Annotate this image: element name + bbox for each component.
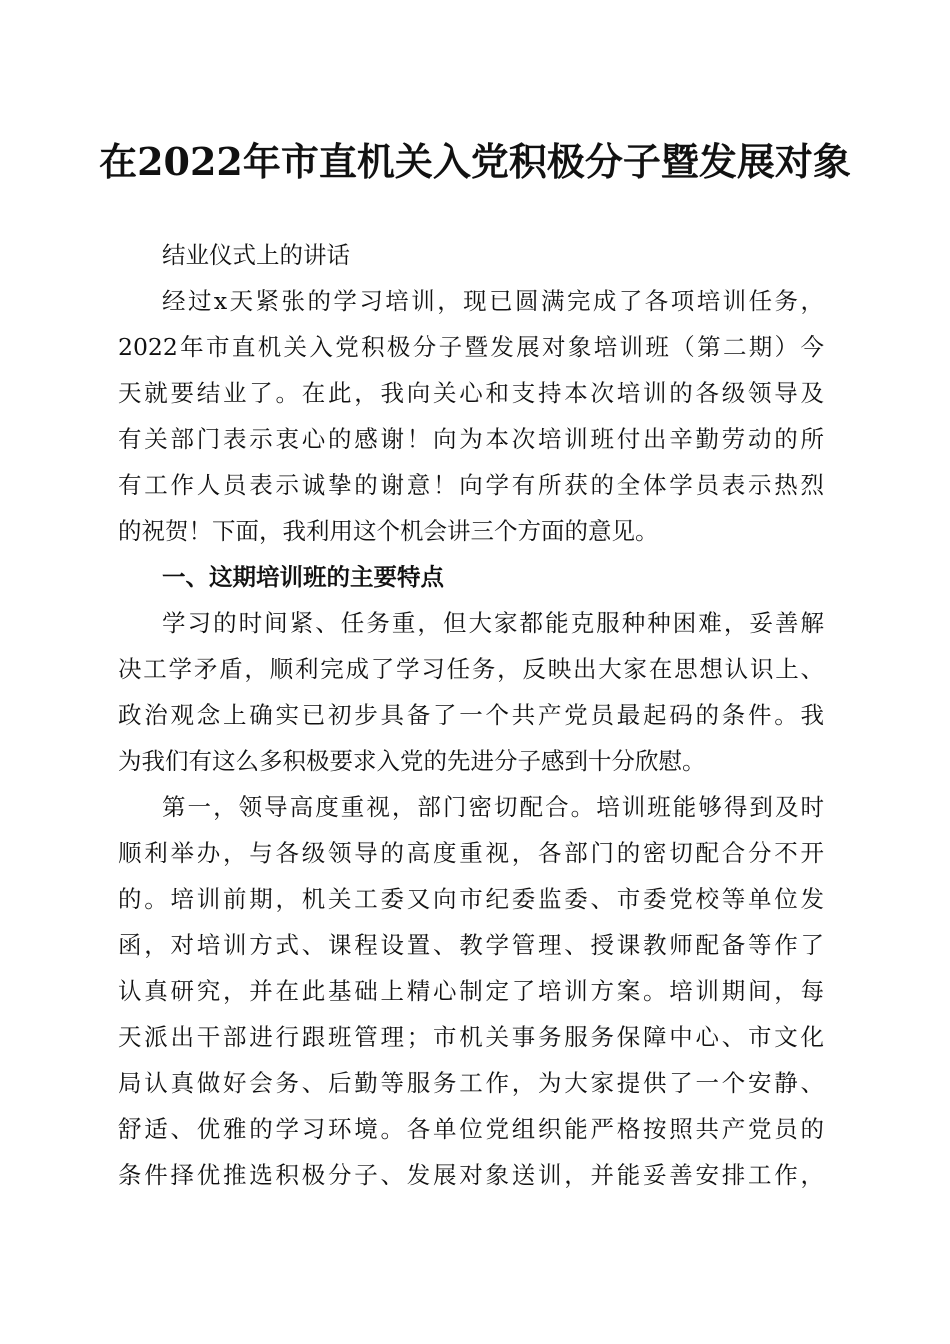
paragraph-line: 认真研究，并在此基础上精心制定了培训方案。培训期间，每 bbox=[118, 977, 824, 1005]
document-body bbox=[118, 232, 824, 1198]
paragraph-line: 的祝贺！下面，我利用这个机会讲三个方面的意见。 bbox=[118, 517, 659, 545]
document-title: 在2022年市直机关入党积极分子暨发展对象 bbox=[99, 139, 851, 184]
paragraph-line: 经过x天紧张的学习培训，现已圆满完成了各项培训任务， bbox=[162, 287, 824, 315]
paragraph-line: 顺利举办，与各级领导的高度重视，各部门的密切配合分不开 bbox=[118, 839, 824, 867]
section-heading-1: 一、这期培训班的主要特点 bbox=[162, 563, 444, 591]
paragraph-1 bbox=[118, 278, 824, 554]
paragraph-line: 天派出干部进行跟班管理；市机关事务服务保障中心、市文化 bbox=[118, 1023, 824, 1051]
paragraph-line: 有工作人员表示诚挚的谢意！向学有所获的全体学员表示热烈 bbox=[118, 471, 824, 499]
paragraph-line: 为我们有这么多积极要求入党的先进分子感到十分欣慰。 bbox=[118, 747, 706, 775]
paragraph-lead-continuation: 培训班能够得到及时 bbox=[596, 793, 824, 821]
paragraph-line: 有关部门表示衷心的感谢！向为本次培训班付出辛勤劳动的所 bbox=[118, 425, 824, 453]
paragraph-line: 2022年市直机关入党积极分子暨发展对象培训班（第二期）今 bbox=[118, 333, 824, 361]
paragraph-lead-sentence: 第一，领导高度重视，部门密切配合。 bbox=[162, 793, 597, 821]
paragraph-line: 政治观念上确实已初步具备了一个共产党员最起码的条件。我 bbox=[118, 701, 824, 729]
paragraph-2 bbox=[118, 600, 824, 784]
paragraph-line: 函，对培训方式、课程设置、教学管理、授课教师配备等作了 bbox=[118, 931, 824, 959]
paragraph-line: 局认真做好会务、后勤等服务工作，为大家提供了一个安静、 bbox=[118, 1069, 824, 1097]
paragraph-3 bbox=[118, 784, 824, 1198]
paragraph-line bbox=[118, 784, 824, 830]
paragraph-line: 天就要结业了。在此，我向关心和支持本次培训的各级领导及 bbox=[118, 379, 824, 407]
paragraph-line: 舒适、优雅的学习环境。各单位党组织能严格按照共产党员的 bbox=[118, 1115, 824, 1143]
paragraph-line: 条件择优推选积极分子、发展对象送训，并能妥善安排工作， bbox=[118, 1161, 824, 1189]
paragraph-line: 的。培训前期，机关工委又向市纪委监委、市委党校等单位发 bbox=[118, 885, 824, 913]
paragraph-line: 决工学矛盾，顺利完成了学习任务，反映出大家在思想认识上、 bbox=[118, 655, 824, 683]
subtitle-line: 结业仪式上的讲话 bbox=[162, 241, 350, 269]
paragraph-line: 学习的时间紧、任务重，但大家都能克服种种困难，妥善解 bbox=[162, 609, 824, 637]
